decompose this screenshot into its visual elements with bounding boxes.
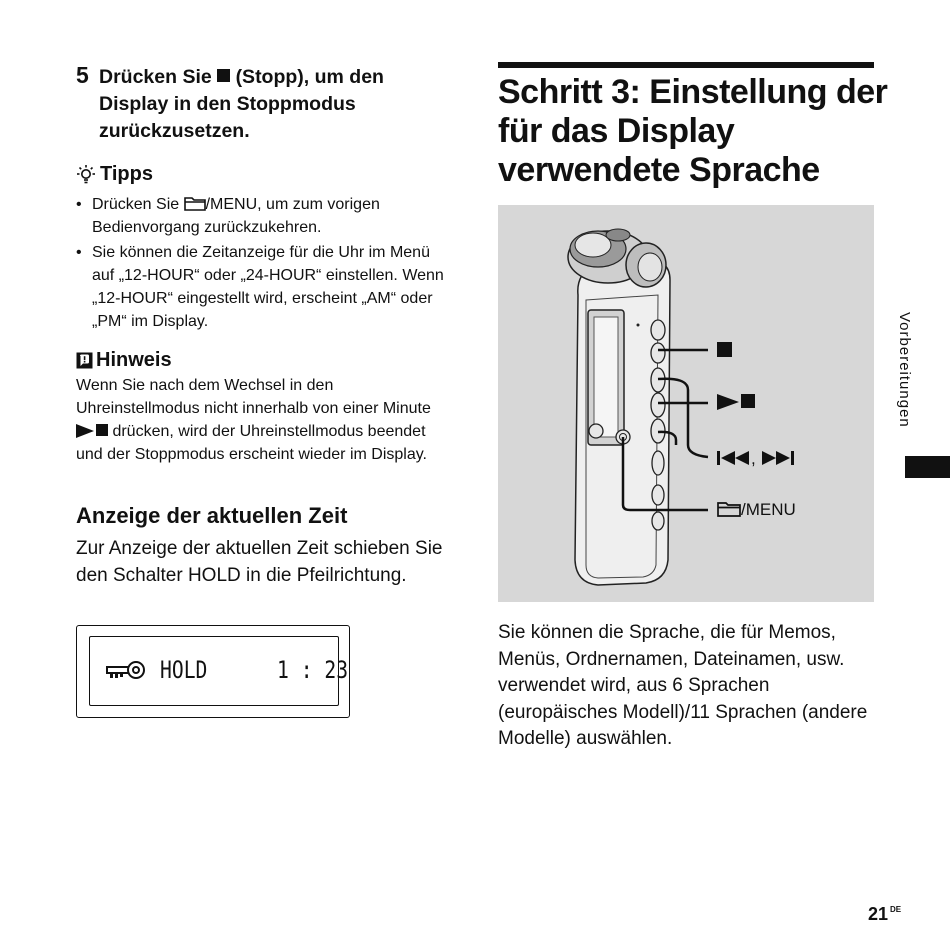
stop-icon [217,69,230,82]
previous-icon [717,450,751,466]
section-text: Zur Anzeige der aktuellen Zeit schieben Sie den Schalter HOLD in die Pfeilrichtung. [76,538,443,586]
page-number [868,904,901,925]
play-stop-label [717,394,755,413]
menu-label [717,500,796,520]
step-5-instruction [99,64,429,145]
stop-icon [96,424,108,436]
section-heading: Anzeige der aktuellen Zeit [76,503,348,528]
stop-icon [741,394,755,408]
tips-list [76,193,456,335]
page-number-value: 21 [868,904,889,924]
tipps-heading-label: Tipps [100,163,153,185]
tip-1-text-before: Drücken Sie [92,196,180,213]
tip-1-text-after: /MENU, um zum vorigen Bedienvorgang zurückzukehren. [92,196,380,236]
folder-icon [184,195,206,211]
hinweis-text-after: drücken, wird der Uhreinstellmodus beendet und der Stoppmodus erscheint wieder im Display. [76,423,427,463]
side-tab-label: Vorbereitungen [896,312,913,428]
side-tab-marker [905,456,950,478]
lcd-hold-label: HOLD [160,656,208,684]
step-number: 5 [76,62,89,88]
stop-icon [717,342,732,357]
side-tab [893,312,923,452]
menu-label-text: /MENU [741,500,796,519]
body-text: Sie können die Sprache, die für Memos, Menüs, Ordnernamen, Dateinamen, usw. verwendet wird, aus 6 Sprachen (europäisches Modell)/11 Sprachen (andere Modelle) auswählen. [498,622,868,749]
list-item [76,241,456,333]
next-icon [760,450,794,466]
tip-2-text: Sie können die Zeitanzeige für die Uhr im Menü auf „12-HOUR“ oder „24-HOUR“ einstellen. Wenn „12-HOUR“ eingestellt wird, erscheint „AM“ oder „PM“ im Display. [92,244,444,330]
play-icon [76,424,94,438]
play-icon [717,394,739,410]
tipps-heading [76,163,153,186]
skip-separator: , [751,449,761,468]
note-icon [76,352,93,369]
key-icon [104,658,146,682]
voice-recorder-drawing [498,205,874,602]
page-language-suffix: DE [890,905,902,914]
hinweis-text-before: Wenn Sie nach dem Wechsel in den Uhreinstellmodus nicht innerhalb von einer Minute [76,377,431,417]
lightbulb-icon [76,164,96,184]
page-title: Schritt 3: Einstellung der für das Display verwendete Sprache [498,73,888,189]
hinweis-text [76,374,451,466]
hinweis-heading-label: Hinweis [96,349,172,371]
folder-icon [717,500,741,517]
lcd-time: 1 : 23 [277,656,349,684]
list-item [76,193,456,239]
step-5-text-before: Drücken Sie [99,66,212,88]
hinweis-heading [76,349,172,372]
step-5-text-after: (Stopp), um den Display in den Stoppmodus zurückzusetzen. [99,66,384,142]
title-rule [498,62,874,68]
skip-label [717,449,794,469]
